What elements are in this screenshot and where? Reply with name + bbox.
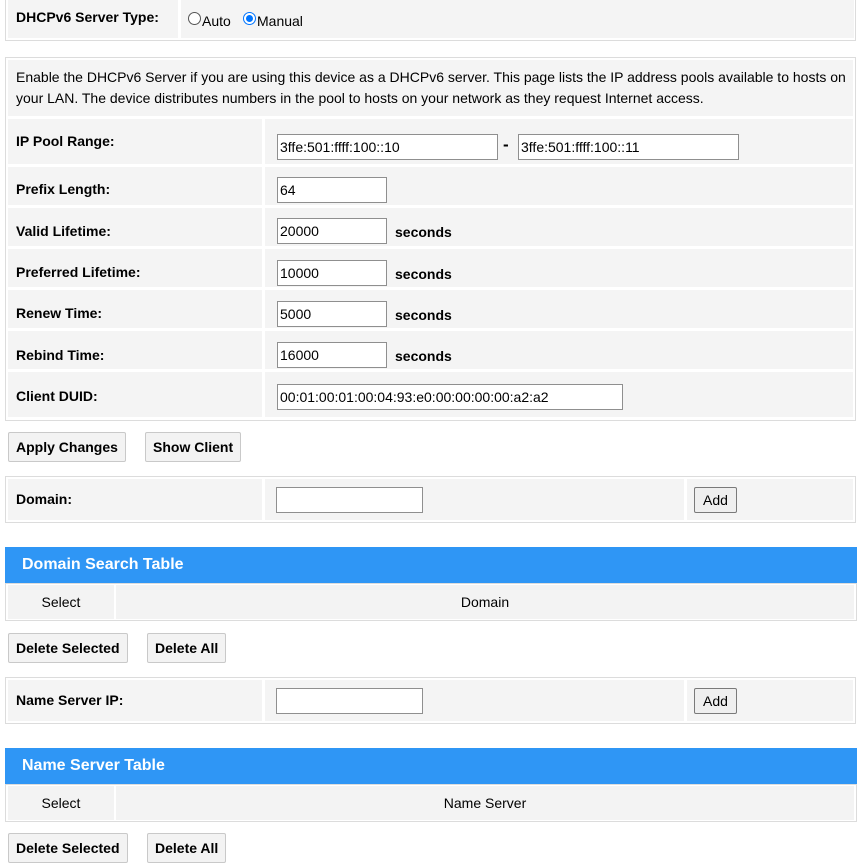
domain-table — [5, 583, 857, 621]
server-type-panel — [5, 0, 856, 41]
preferred-lifetime-input[interactable] — [277, 260, 387, 286]
ip-pool-end-input[interactable] — [518, 134, 739, 160]
ip-pool-label: IP Pool Range: — [16, 133, 115, 149]
description-text: Enable the DHCPv6 Server if you are using this device as a DHCPv6 server. This page lists the IP address pools available to hosts on your LAN. The device distributes numbers in the pool to hosts on your network as they request Internet access. — [16, 69, 846, 106]
prefix-length-input[interactable] — [277, 177, 387, 203]
prefix-length-label: Prefix Length: — [16, 181, 111, 197]
valid-lifetime-label: Valid Lifetime: — [16, 223, 111, 239]
name-server-panel — [5, 677, 856, 724]
domain-panel — [5, 476, 856, 523]
dhcp-config-panel — [5, 57, 856, 421]
preferred-lifetime-unit: seconds — [395, 266, 452, 282]
radio-manual-label[interactable]: Manual — [257, 13, 303, 29]
renew-time-input[interactable] — [277, 301, 387, 327]
domain-label: Domain: — [16, 491, 72, 507]
name-server-table — [5, 784, 857, 822]
name-server-add-button[interactable]: Add — [694, 688, 737, 714]
apply-changes-button[interactable]: Apply Changes — [8, 432, 126, 462]
name-server-delete-selected-button[interactable]: Delete Selected — [8, 833, 128, 863]
domain-delete-selected-button[interactable]: Delete Selected — [8, 633, 128, 663]
domain-delete-all-button[interactable]: Delete All — [147, 633, 226, 663]
client-duid-input[interactable] — [277, 384, 623, 410]
client-duid-label: Client DUID: — [16, 388, 98, 404]
ip-pool-separator: - — [503, 135, 509, 154]
preferred-lifetime-label: Preferred Lifetime: — [16, 264, 141, 280]
valid-lifetime-unit: seconds — [395, 224, 452, 240]
rebind-time-input[interactable] — [277, 342, 387, 368]
domain-col-select: Select — [8, 585, 114, 619]
radio-auto-label[interactable]: Auto — [202, 13, 231, 29]
name-server-table-title: Name Server Table — [5, 748, 857, 784]
rebind-time-label: Rebind Time: — [16, 347, 105, 363]
renew-time-label: Renew Time: — [16, 305, 103, 321]
domain-input[interactable] — [276, 487, 423, 513]
server-type-label: DHCPv6 Server Type: — [16, 9, 159, 25]
ip-pool-start-input[interactable] — [277, 134, 498, 160]
name-server-col-name-server: Name Server — [116, 786, 854, 820]
name-server-col-select: Select — [8, 786, 114, 820]
radio-manual[interactable] — [243, 12, 256, 25]
radio-auto[interactable] — [188, 12, 201, 25]
name-server-input[interactable] — [276, 688, 423, 714]
renew-time-unit: seconds — [395, 307, 452, 323]
show-client-button[interactable]: Show Client — [145, 432, 241, 462]
valid-lifetime-input[interactable] — [277, 218, 387, 244]
name-server-delete-all-button[interactable]: Delete All — [147, 833, 226, 863]
domain-table-title: Domain Search Table — [5, 547, 857, 583]
name-server-label: Name Server IP: — [16, 692, 124, 708]
domain-col-domain: Domain — [116, 585, 854, 619]
rebind-time-unit: seconds — [395, 348, 452, 364]
domain-add-button[interactable]: Add — [694, 487, 737, 513]
